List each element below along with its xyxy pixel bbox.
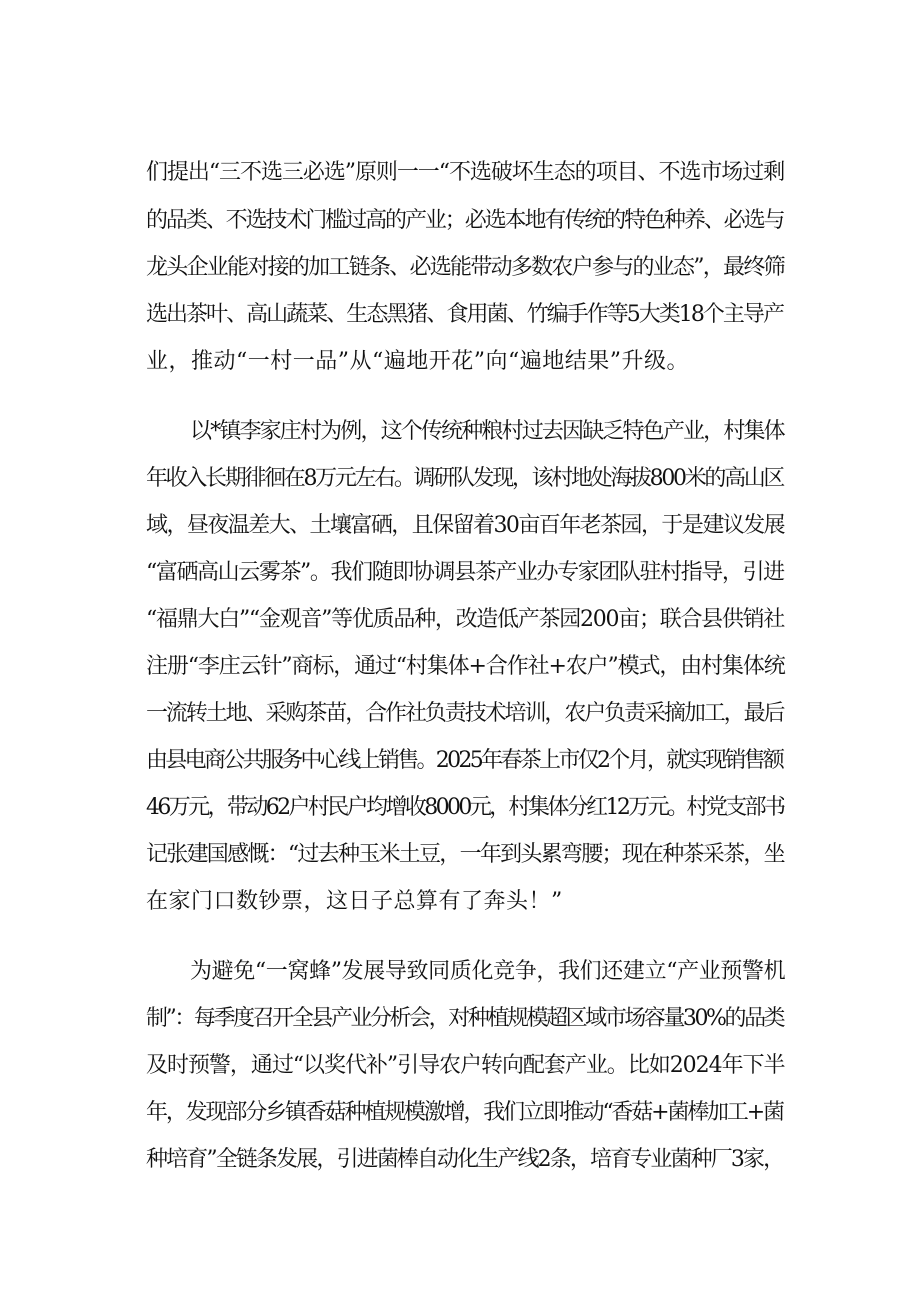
text-line: 年，发现部分乡镇香菇种植规模激增，我们立即推动“香菇+菌棒加工+菌 [146, 1100, 783, 1125]
text-line: 们提出“三不选三必选”原则一一“不选破坏生态的项目、不选市场过剩 [146, 160, 785, 185]
text-line: 由县电商公共服务中心线上销售。2025年春茶上市仅2个月，就实现销售额 [146, 748, 783, 773]
text-line: 46万元，带动62户村民户均增收8000元，村集体分红12万元。村党支部书 [146, 795, 784, 820]
text-line: 业，推动“一村一品”从“遍地开花”向“遍地结果”升级。 [146, 349, 689, 374]
text-line: 制”：每季度召开全县产业分析会，对种植规模超区域市场容量30%的品类 [146, 1006, 784, 1031]
text-line: 以*镇李家庄村为例，这个传统种粮村过去因缺乏特色产业，村集体 [190, 419, 784, 444]
text-line: 在家门口数钞票，这日子总算有了奔头！” [146, 889, 563, 914]
text-line: “富硒高山云雾茶”。我们随即协调县茶产业办专家团队驻村指导，引进 [146, 560, 784, 585]
text-line: 年收入长期徘徊在8万元左右。调研队发现，该村地处海拔800米的高山区 [146, 466, 784, 491]
text-line: 注册“李庄云针”商标，通过“村集体+合作社+农户”模式，由村集体统 [146, 654, 785, 679]
text-line: 为避免“一窝蜂”发展导致同质化竞争，我们还建立“产业预警机 [190, 959, 786, 984]
text-line: 种培育”全链条发展，引进菌棒自动化生产线2条，培育专业菌种厂3家， [146, 1147, 784, 1172]
text-line: “福鼎大白”“金观音”等优质品种，改造低产茶园200亩；联合县供销社 [146, 607, 785, 632]
text-line: 域，昼夜温差大、土壤富硒，且保留着30亩百年老茶园，于是建议发展 [146, 513, 785, 538]
text-line: 记张建国感慨：“过去种玉米土豆，一年到头累弯腰；现在种茶采茶，坐 [146, 842, 784, 867]
text-line: 及时预警，通过“以奖代补”引导农户转向配套产业。比如2024年下半 [146, 1053, 785, 1078]
text-line: 的品类、不选技术门槛过高的产业；必选本地有传统的特色种养、必选与 [146, 208, 784, 233]
text-line: 龙头企业能对接的加工链条、必选能带动多数农户参与的业态”，最终筛 [146, 255, 784, 280]
text-line: 一流转土地、采购茶苗，合作社负责技术培训，农户负责采摘加工，最后 [146, 701, 784, 726]
text-line: 选出茶叶、高山蔬菜、生态黑猪、食用菌、竹编手作等5大类18个主导产 [146, 302, 783, 327]
